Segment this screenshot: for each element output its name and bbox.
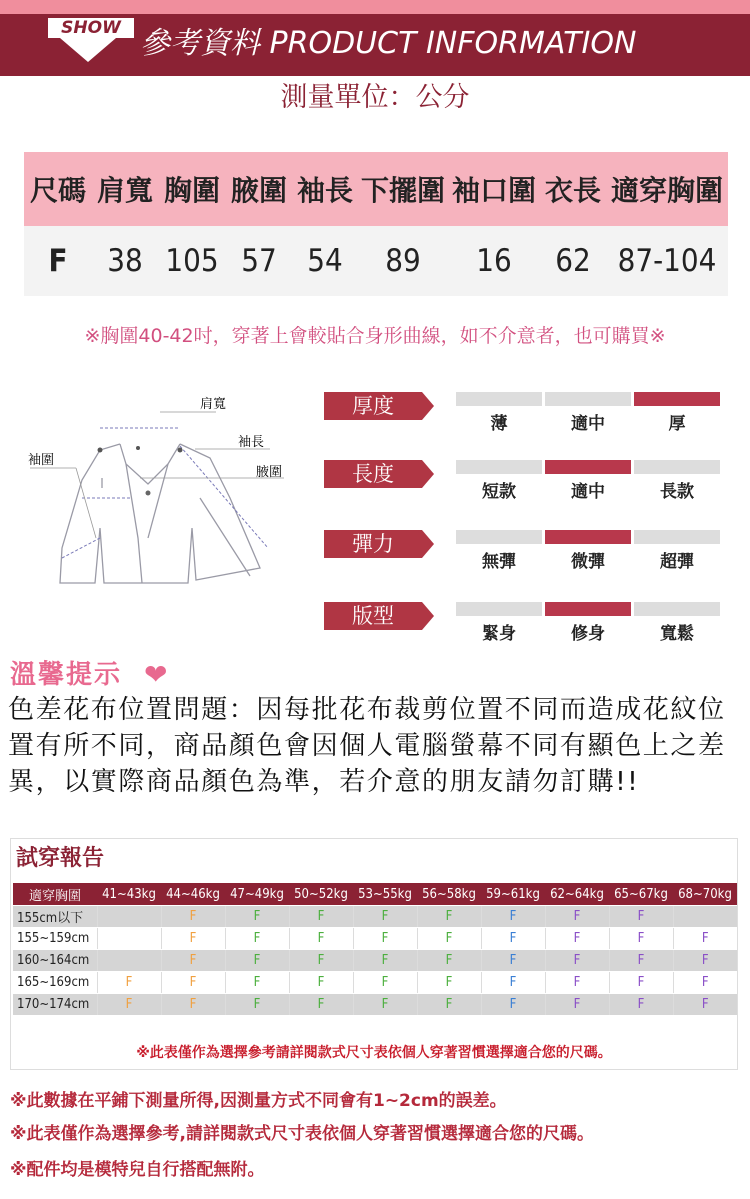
size-value-cell: 57	[226, 226, 292, 296]
tag-arrow-icon	[422, 460, 434, 488]
trial-cell: F	[225, 928, 289, 950]
trial-cell: F	[225, 994, 289, 1016]
trial-cell: F	[609, 906, 673, 928]
size-value-cell: 105	[158, 226, 226, 296]
trial-cell: F	[225, 906, 289, 928]
trial-cell: F	[481, 972, 545, 994]
trial-cell: F	[673, 950, 737, 972]
level-segment	[456, 602, 542, 616]
trial-cell: F	[417, 972, 481, 994]
attribute-tag: 版型	[324, 602, 422, 630]
height-label: 155cm以下	[13, 906, 97, 928]
footnote: ※此表僅作為選擇參考,請詳閱款式尺寸表依個人穿著習慣選擇適合您的尺碼。	[10, 1124, 594, 1144]
trial-cell	[97, 950, 161, 972]
trial-cell: F	[289, 928, 353, 950]
attribute-tag: 彈力	[324, 530, 422, 558]
level-segment	[456, 392, 542, 406]
size-header-cell: 胸圍	[158, 152, 226, 226]
trial-cell: F	[609, 972, 673, 994]
trial-cell: F	[353, 972, 417, 994]
trial-row	[13, 906, 737, 928]
level-segment	[456, 460, 542, 474]
weight-header: 41~43kg	[97, 883, 161, 906]
trial-cell	[97, 928, 161, 950]
trial-cell: F	[609, 950, 673, 972]
trial-cell: F	[481, 950, 545, 972]
trial-cell: F	[673, 994, 737, 1016]
size-value-cell: 54	[292, 226, 358, 296]
tag-arrow-icon	[422, 530, 434, 558]
trial-row	[13, 994, 737, 1016]
tips-title: 溫馨提示	[10, 660, 123, 690]
size-header-cell: 適穿胸圍	[606, 152, 728, 226]
size-value-cell: 16	[448, 226, 540, 296]
trial-cell	[673, 906, 737, 928]
level-label: 短款	[482, 482, 516, 502]
trial-cell: F	[289, 950, 353, 972]
level-label: 修身	[571, 624, 605, 644]
diagram-label-cuff: 袖圍	[28, 453, 55, 468]
diagram-label-sleeve-length: 袖長	[238, 435, 265, 450]
level-segment	[545, 460, 631, 474]
heart-icon: ❤	[144, 658, 168, 691]
trial-row	[13, 972, 737, 994]
level-segment	[545, 392, 631, 406]
trial-cell: F	[417, 950, 481, 972]
trial-cell: F	[545, 950, 609, 972]
trial-cell: F	[353, 994, 417, 1016]
trial-cell: F	[353, 906, 417, 928]
weight-header: 50~52kg	[289, 883, 353, 906]
trial-cell: F	[609, 994, 673, 1016]
measure-unit: 測量單位：公分	[280, 82, 470, 113]
trial-cell: F	[161, 928, 225, 950]
tag-arrow-icon	[422, 392, 434, 420]
trial-note: ※此表僅作為選擇參考請詳閱款式尺寸表依個人穿著習慣選擇適合您的尺碼。	[136, 1045, 612, 1061]
size-value-cell: 87-104	[606, 226, 728, 296]
footnote: ※配件均是模特兒自行搭配無附。	[10, 1160, 265, 1180]
show-tab: SHOW	[48, 18, 134, 38]
level-label: 寬鬆	[660, 624, 694, 644]
trial-cell: F	[353, 928, 417, 950]
level-label: 適中	[571, 414, 605, 434]
trial-cell: F	[225, 972, 289, 994]
trial-table	[13, 883, 737, 1016]
trial-cell: F	[289, 906, 353, 928]
trial-cell: F	[545, 906, 609, 928]
level-segment	[634, 392, 720, 406]
trial-cell: F	[417, 928, 481, 950]
level-label: 超彈	[660, 552, 694, 572]
height-label: 155~159cm	[13, 928, 97, 950]
trial-cell: F	[161, 972, 225, 994]
size-value-cell: 89	[358, 226, 448, 296]
level-label: 厚	[668, 414, 686, 434]
height-label: 170~174cm	[13, 994, 97, 1016]
trial-cell: F	[481, 906, 545, 928]
trial-cell: F	[161, 906, 225, 928]
show-arrow-icon	[60, 38, 116, 62]
level-segment	[634, 602, 720, 616]
trial-cell: F	[225, 950, 289, 972]
trial-corner: 適穿胸圍	[13, 883, 97, 906]
size-header-cell: 下擺圍	[358, 152, 448, 226]
trial-cell	[97, 906, 161, 928]
trial-header-row	[13, 883, 737, 906]
top-pink-strip	[0, 0, 750, 14]
level-segment	[456, 530, 542, 544]
level-segment	[545, 602, 631, 616]
level-label: 適中	[571, 482, 605, 502]
level-label: 緊身	[482, 624, 516, 644]
weight-header: 62~64kg	[545, 883, 609, 906]
size-header-cell: 尺碼	[24, 152, 92, 226]
size-header-cell: 袖口圍	[448, 152, 540, 226]
trial-cell: F	[161, 950, 225, 972]
trial-row	[13, 950, 737, 972]
banner-title: 參考資料 PRODUCT INFORMATION	[140, 26, 637, 61]
tips-body: 色差花布位置問題：因每批花布裁剪位置不同而造成花紋位置有所不同，商品顏色會因個人電腦螢幕不同有顯色上之差異，以實際商品顏色為準，若介意的朋友請勿訂購!!	[8, 695, 726, 797]
trial-cell: F	[609, 928, 673, 950]
level-segment	[634, 530, 720, 544]
trial-title: 試穿報告	[16, 846, 105, 871]
trial-cell: F	[353, 950, 417, 972]
weight-header: 44~46kg	[161, 883, 225, 906]
trial-cell: F	[481, 994, 545, 1016]
size-table-row	[24, 226, 728, 296]
weight-header: 59~61kg	[481, 883, 545, 906]
weight-header: 53~55kg	[353, 883, 417, 906]
bust-note: ※胸圍40-42吋，穿著上會較貼合身形曲線，如不介意者，也可購買※	[84, 325, 666, 347]
trial-cell: F	[545, 994, 609, 1016]
weight-header: 65~67kg	[609, 883, 673, 906]
trial-cell: F	[97, 994, 161, 1016]
size-value-cell: 62	[540, 226, 606, 296]
level-label: 長款	[660, 482, 694, 502]
trial-cell: F	[289, 972, 353, 994]
size-table	[24, 152, 728, 296]
footnote: ※此數據在平鋪下測量所得,因測量方式不同會有1~2cm的誤差。	[10, 1091, 507, 1111]
trial-cell: F	[417, 994, 481, 1016]
level-segment	[545, 530, 631, 544]
jacket-measurement-diagram	[20, 388, 310, 588]
size-header-cell: 腋圍	[226, 152, 292, 226]
attribute-tag: 長度	[324, 460, 422, 488]
weight-header: 47~49kg	[225, 883, 289, 906]
size-table-header	[24, 152, 728, 226]
trial-cell: F	[289, 994, 353, 1016]
trial-row	[13, 928, 737, 950]
level-segment	[634, 460, 720, 474]
tag-arrow-icon	[422, 602, 434, 630]
trial-cell: F	[161, 994, 225, 1016]
size-value-cell: F	[24, 226, 92, 296]
height-label: 160~164cm	[13, 950, 97, 972]
trial-cell: F	[481, 928, 545, 950]
height-label: 165~169cm	[13, 972, 97, 994]
weight-header: 56~58kg	[417, 883, 481, 906]
trial-cell: F	[545, 928, 609, 950]
size-header-cell: 衣長	[540, 152, 606, 226]
level-label: 薄	[490, 414, 508, 434]
size-header-cell: 肩寬	[92, 152, 158, 226]
diagram-label-shoulder: 肩寬	[200, 397, 227, 412]
weight-header: 68~70kg	[673, 883, 737, 906]
trial-cell: F	[673, 972, 737, 994]
level-label: 無彈	[482, 552, 516, 572]
size-header-cell: 袖長	[292, 152, 358, 226]
trial-cell: F	[673, 928, 737, 950]
trial-cell: F	[417, 906, 481, 928]
trial-cell: F	[545, 972, 609, 994]
attribute-tag: 厚度	[324, 392, 422, 420]
level-label: 微彈	[571, 552, 605, 572]
size-value-cell: 38	[92, 226, 158, 296]
diagram-label-armpit: 腋圍	[256, 465, 283, 480]
trial-cell: F	[97, 972, 161, 994]
